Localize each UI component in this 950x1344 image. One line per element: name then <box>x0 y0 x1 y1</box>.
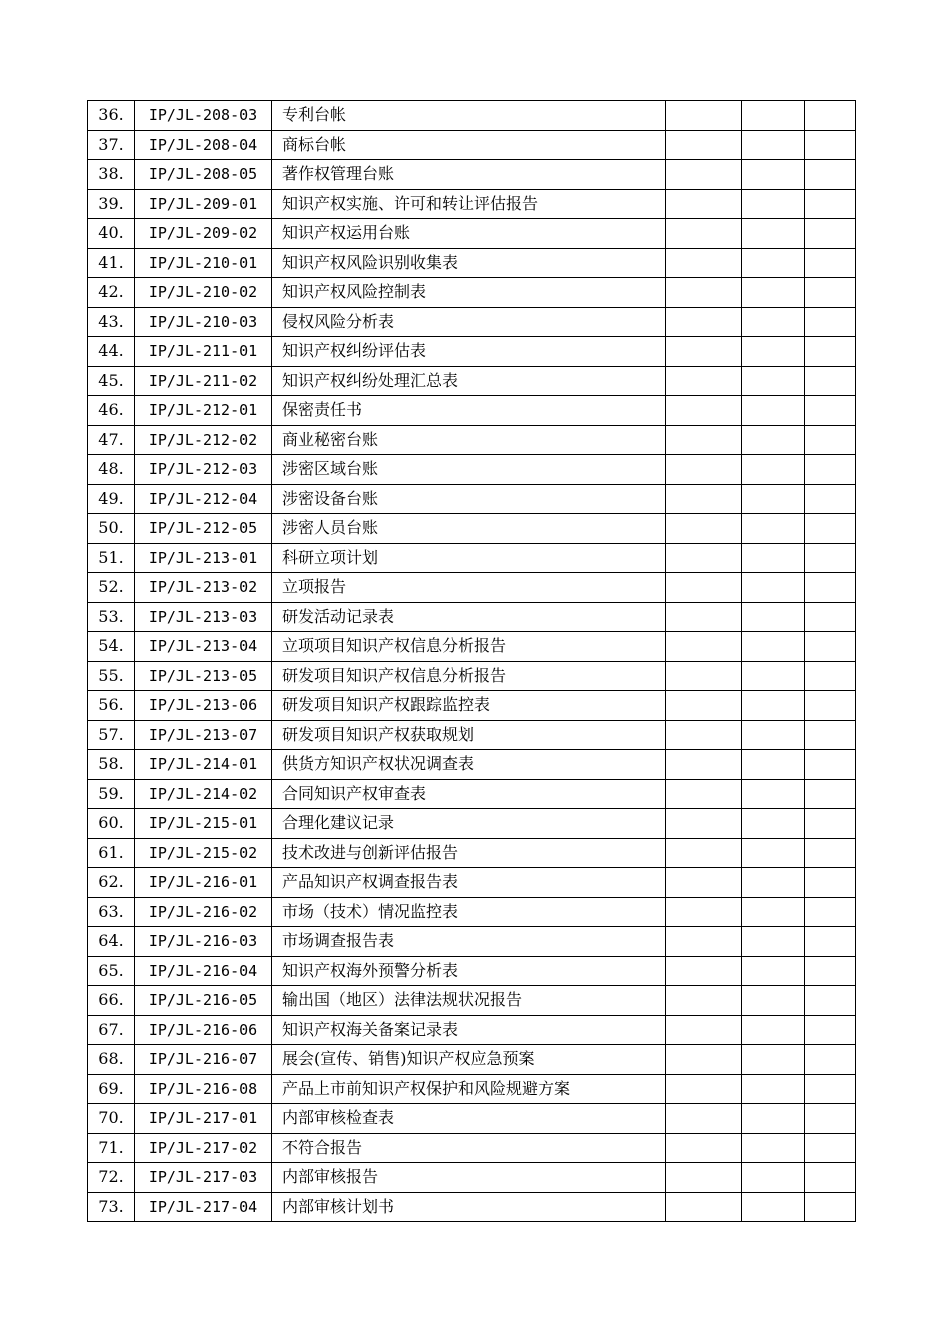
record-name: 立项报告 <box>272 573 666 603</box>
row-number: 39. <box>88 189 135 219</box>
table-row <box>88 779 856 809</box>
record-code: IP/JL-213-02 <box>135 573 272 603</box>
table-row <box>88 130 856 160</box>
empty-cell <box>666 1074 742 1104</box>
record-name: 合理化建议记录 <box>272 809 666 839</box>
record-code: IP/JL-212-04 <box>135 484 272 514</box>
row-number: 49. <box>88 484 135 514</box>
empty-cell <box>742 1104 805 1134</box>
empty-cell <box>742 632 805 662</box>
row-number: 37. <box>88 130 135 160</box>
row-number: 42. <box>88 278 135 308</box>
row-number: 71. <box>88 1133 135 1163</box>
record-name: 专利台帐 <box>272 101 666 131</box>
row-number: 66. <box>88 986 135 1016</box>
row-number: 54. <box>88 632 135 662</box>
row-number: 59. <box>88 779 135 809</box>
record-code: IP/JL-213-03 <box>135 602 272 632</box>
table-row <box>88 573 856 603</box>
empty-cell <box>805 661 856 691</box>
table-row <box>88 514 856 544</box>
row-number: 62. <box>88 868 135 898</box>
record-name: 产品上市前知识产权保护和风险规避方案 <box>272 1074 666 1104</box>
row-number: 73. <box>88 1192 135 1222</box>
record-name: 内部审核检查表 <box>272 1104 666 1134</box>
row-number: 65. <box>88 956 135 986</box>
empty-cell <box>742 160 805 190</box>
record-code: IP/JL-208-04 <box>135 130 272 160</box>
empty-cell <box>666 897 742 927</box>
table-row <box>88 484 856 514</box>
empty-cell <box>742 1133 805 1163</box>
table-row <box>88 868 856 898</box>
table-row <box>88 720 856 750</box>
empty-cell <box>666 189 742 219</box>
empty-cell <box>666 661 742 691</box>
empty-cell <box>742 219 805 249</box>
row-number: 55. <box>88 661 135 691</box>
record-name: 研发项目知识产权信息分析报告 <box>272 661 666 691</box>
row-number: 70. <box>88 1104 135 1134</box>
record-name: 知识产权风险识别收集表 <box>272 248 666 278</box>
record-name: 内部审核计划书 <box>272 1192 666 1222</box>
record-name: 市场（技术）情况监控表 <box>272 897 666 927</box>
empty-cell <box>805 425 856 455</box>
empty-cell <box>666 484 742 514</box>
table-row <box>88 661 856 691</box>
record-name: 研发项目知识产权获取规划 <box>272 720 666 750</box>
record-code: IP/JL-216-05 <box>135 986 272 1016</box>
record-code: IP/JL-213-06 <box>135 691 272 721</box>
row-number: 63. <box>88 897 135 927</box>
empty-cell <box>666 130 742 160</box>
table-row <box>88 1104 856 1134</box>
empty-cell <box>742 130 805 160</box>
record-name: 涉密人员台账 <box>272 514 666 544</box>
row-number: 57. <box>88 720 135 750</box>
empty-cell <box>805 396 856 426</box>
table-row <box>88 366 856 396</box>
empty-cell <box>805 750 856 780</box>
table-row <box>88 750 856 780</box>
record-name: 科研立项计划 <box>272 543 666 573</box>
empty-cell <box>742 514 805 544</box>
record-code: IP/JL-209-02 <box>135 219 272 249</box>
empty-cell <box>805 278 856 308</box>
empty-cell <box>666 750 742 780</box>
row-number: 51. <box>88 543 135 573</box>
empty-cell <box>666 219 742 249</box>
empty-cell <box>805 838 856 868</box>
row-number: 38. <box>88 160 135 190</box>
empty-cell <box>742 1192 805 1222</box>
row-number: 58. <box>88 750 135 780</box>
row-number: 47. <box>88 425 135 455</box>
record-list-table <box>87 100 856 1222</box>
table-row <box>88 101 856 131</box>
empty-cell <box>666 455 742 485</box>
record-name: 涉密设备台账 <box>272 484 666 514</box>
table-row <box>88 189 856 219</box>
empty-cell <box>805 602 856 632</box>
table-row <box>88 543 856 573</box>
empty-cell <box>742 956 805 986</box>
empty-cell <box>742 366 805 396</box>
empty-cell <box>742 720 805 750</box>
table-row <box>88 1074 856 1104</box>
record-code: IP/JL-217-02 <box>135 1133 272 1163</box>
empty-cell <box>666 1045 742 1075</box>
empty-cell <box>742 278 805 308</box>
empty-cell <box>805 1045 856 1075</box>
record-name: 知识产权风险控制表 <box>272 278 666 308</box>
row-number: 52. <box>88 573 135 603</box>
record-code: IP/JL-213-01 <box>135 543 272 573</box>
empty-cell <box>666 986 742 1016</box>
empty-cell <box>805 337 856 367</box>
empty-cell <box>805 691 856 721</box>
empty-cell <box>666 868 742 898</box>
record-code: IP/JL-216-07 <box>135 1045 272 1075</box>
row-number: 44. <box>88 337 135 367</box>
table-row <box>88 248 856 278</box>
empty-cell <box>742 189 805 219</box>
row-number: 68. <box>88 1045 135 1075</box>
empty-cell <box>805 632 856 662</box>
empty-cell <box>805 720 856 750</box>
record-name: 知识产权实施、许可和转让评估报告 <box>272 189 666 219</box>
empty-cell <box>805 248 856 278</box>
empty-cell <box>742 897 805 927</box>
empty-cell <box>805 573 856 603</box>
record-name: 知识产权运用台账 <box>272 219 666 249</box>
empty-cell <box>805 307 856 337</box>
record-name: 市场调查报告表 <box>272 927 666 957</box>
empty-cell <box>805 1133 856 1163</box>
row-number: 60. <box>88 809 135 839</box>
record-code: IP/JL-216-04 <box>135 956 272 986</box>
empty-cell <box>666 425 742 455</box>
empty-cell <box>805 455 856 485</box>
empty-cell <box>805 101 856 131</box>
row-number: 43. <box>88 307 135 337</box>
empty-cell <box>742 927 805 957</box>
table-row <box>88 602 856 632</box>
empty-cell <box>666 543 742 573</box>
empty-cell <box>805 1104 856 1134</box>
empty-cell <box>742 337 805 367</box>
record-code: IP/JL-210-02 <box>135 278 272 308</box>
record-code: IP/JL-216-06 <box>135 1015 272 1045</box>
row-number: 64. <box>88 927 135 957</box>
record-name: 展会(宣传、销售)知识产权应急预案 <box>272 1045 666 1075</box>
empty-cell <box>742 691 805 721</box>
empty-cell <box>742 1045 805 1075</box>
record-code: IP/JL-210-01 <box>135 248 272 278</box>
table-row <box>88 838 856 868</box>
record-name: 不符合报告 <box>272 1133 666 1163</box>
table-row <box>88 160 856 190</box>
empty-cell <box>666 809 742 839</box>
table-row <box>88 455 856 485</box>
empty-cell <box>742 573 805 603</box>
record-name: 供货方知识产权状况调查表 <box>272 750 666 780</box>
empty-cell <box>666 514 742 544</box>
record-code: IP/JL-215-02 <box>135 838 272 868</box>
table-row <box>88 809 856 839</box>
empty-cell <box>742 1015 805 1045</box>
empty-cell <box>805 809 856 839</box>
empty-cell <box>805 779 856 809</box>
empty-cell <box>742 543 805 573</box>
empty-cell <box>742 838 805 868</box>
table-row <box>88 219 856 249</box>
table-row <box>88 307 856 337</box>
empty-cell <box>666 278 742 308</box>
table-row <box>88 396 856 426</box>
record-code: IP/JL-214-01 <box>135 750 272 780</box>
record-name: 商标台帐 <box>272 130 666 160</box>
table-row <box>88 1015 856 1045</box>
empty-cell <box>742 602 805 632</box>
record-code: IP/JL-210-03 <box>135 307 272 337</box>
record-code: IP/JL-211-01 <box>135 337 272 367</box>
record-name: 技术改进与创新评估报告 <box>272 838 666 868</box>
empty-cell <box>742 986 805 1016</box>
row-number: 50. <box>88 514 135 544</box>
empty-cell <box>742 101 805 131</box>
empty-cell <box>666 1104 742 1134</box>
row-number: 67. <box>88 1015 135 1045</box>
table-row <box>88 897 856 927</box>
empty-cell <box>742 307 805 337</box>
record-code: IP/JL-217-03 <box>135 1163 272 1193</box>
empty-cell <box>805 1163 856 1193</box>
record-name: 输出国（地区）法律法规状况报告 <box>272 986 666 1016</box>
empty-cell <box>666 720 742 750</box>
record-name: 保密责任书 <box>272 396 666 426</box>
record-name: 知识产权海关备案记录表 <box>272 1015 666 1045</box>
record-code: IP/JL-213-07 <box>135 720 272 750</box>
table-row <box>88 278 856 308</box>
empty-cell <box>666 602 742 632</box>
record-name: 侵权风险分析表 <box>272 307 666 337</box>
empty-cell <box>805 1015 856 1045</box>
empty-cell <box>666 248 742 278</box>
row-number: 72. <box>88 1163 135 1193</box>
row-number: 56. <box>88 691 135 721</box>
empty-cell <box>666 396 742 426</box>
empty-cell <box>805 956 856 986</box>
record-name: 著作权管理台账 <box>272 160 666 190</box>
record-name: 立项项目知识产权信息分析报告 <box>272 632 666 662</box>
empty-cell <box>666 956 742 986</box>
empty-cell <box>666 1015 742 1045</box>
record-code: IP/JL-208-05 <box>135 160 272 190</box>
empty-cell <box>742 1074 805 1104</box>
row-number: 48. <box>88 455 135 485</box>
row-number: 36. <box>88 101 135 131</box>
table-row <box>88 1045 856 1075</box>
empty-cell <box>805 189 856 219</box>
empty-cell <box>666 307 742 337</box>
record-code: IP/JL-213-04 <box>135 632 272 662</box>
record-code: IP/JL-208-03 <box>135 101 272 131</box>
record-code: IP/JL-212-01 <box>135 396 272 426</box>
empty-cell <box>805 219 856 249</box>
empty-cell <box>666 779 742 809</box>
empty-cell <box>805 543 856 573</box>
empty-cell <box>666 160 742 190</box>
empty-cell <box>805 160 856 190</box>
record-code: IP/JL-213-05 <box>135 661 272 691</box>
row-number: 69. <box>88 1074 135 1104</box>
empty-cell <box>805 986 856 1016</box>
empty-cell <box>805 130 856 160</box>
empty-cell <box>742 750 805 780</box>
record-code: IP/JL-216-08 <box>135 1074 272 1104</box>
record-code: IP/JL-215-01 <box>135 809 272 839</box>
empty-cell <box>666 1192 742 1222</box>
table-row <box>88 1133 856 1163</box>
table-row <box>88 691 856 721</box>
table-row <box>88 927 856 957</box>
record-code: IP/JL-212-02 <box>135 425 272 455</box>
empty-cell <box>805 927 856 957</box>
empty-cell <box>742 396 805 426</box>
empty-cell <box>666 1133 742 1163</box>
empty-cell <box>742 484 805 514</box>
empty-cell <box>666 337 742 367</box>
table-row <box>88 632 856 662</box>
empty-cell <box>666 101 742 131</box>
table-row <box>88 956 856 986</box>
empty-cell <box>805 1192 856 1222</box>
empty-cell <box>742 248 805 278</box>
row-number: 40. <box>88 219 135 249</box>
empty-cell <box>666 927 742 957</box>
record-name: 知识产权纠纷处理汇总表 <box>272 366 666 396</box>
empty-cell <box>666 838 742 868</box>
empty-cell <box>666 573 742 603</box>
empty-cell <box>805 366 856 396</box>
empty-cell <box>742 809 805 839</box>
row-number: 41. <box>88 248 135 278</box>
record-code: IP/JL-211-02 <box>135 366 272 396</box>
empty-cell <box>666 366 742 396</box>
record-code: IP/JL-216-01 <box>135 868 272 898</box>
record-name: 知识产权纠纷评估表 <box>272 337 666 367</box>
empty-cell <box>742 1163 805 1193</box>
record-name: 研发项目知识产权跟踪监控表 <box>272 691 666 721</box>
empty-cell <box>742 425 805 455</box>
record-code: IP/JL-216-02 <box>135 897 272 927</box>
empty-cell <box>666 1163 742 1193</box>
table-row <box>88 986 856 1016</box>
table-body <box>88 101 856 1222</box>
record-name: 产品知识产权调查报告表 <box>272 868 666 898</box>
row-number: 45. <box>88 366 135 396</box>
empty-cell <box>742 661 805 691</box>
table-row <box>88 337 856 367</box>
empty-cell <box>742 868 805 898</box>
record-name: 知识产权海外预警分析表 <box>272 956 666 986</box>
record-code: IP/JL-209-01 <box>135 189 272 219</box>
empty-cell <box>742 779 805 809</box>
row-number: 53. <box>88 602 135 632</box>
table-row <box>88 1192 856 1222</box>
record-name: 涉密区域台账 <box>272 455 666 485</box>
record-code: IP/JL-217-04 <box>135 1192 272 1222</box>
empty-cell <box>666 632 742 662</box>
row-number: 61. <box>88 838 135 868</box>
table-row <box>88 1163 856 1193</box>
record-code: IP/JL-214-02 <box>135 779 272 809</box>
record-code: IP/JL-216-03 <box>135 927 272 957</box>
record-name: 商业秘密台账 <box>272 425 666 455</box>
empty-cell <box>805 868 856 898</box>
record-code: IP/JL-212-03 <box>135 455 272 485</box>
empty-cell <box>666 691 742 721</box>
record-name: 研发活动记录表 <box>272 602 666 632</box>
record-name: 合同知识产权审查表 <box>272 779 666 809</box>
table-row <box>88 425 856 455</box>
empty-cell <box>805 484 856 514</box>
empty-cell <box>805 1074 856 1104</box>
empty-cell <box>805 897 856 927</box>
row-number: 46. <box>88 396 135 426</box>
empty-cell <box>742 455 805 485</box>
record-code: IP/JL-212-05 <box>135 514 272 544</box>
record-code: IP/JL-217-01 <box>135 1104 272 1134</box>
empty-cell <box>805 514 856 544</box>
record-name: 内部审核报告 <box>272 1163 666 1193</box>
